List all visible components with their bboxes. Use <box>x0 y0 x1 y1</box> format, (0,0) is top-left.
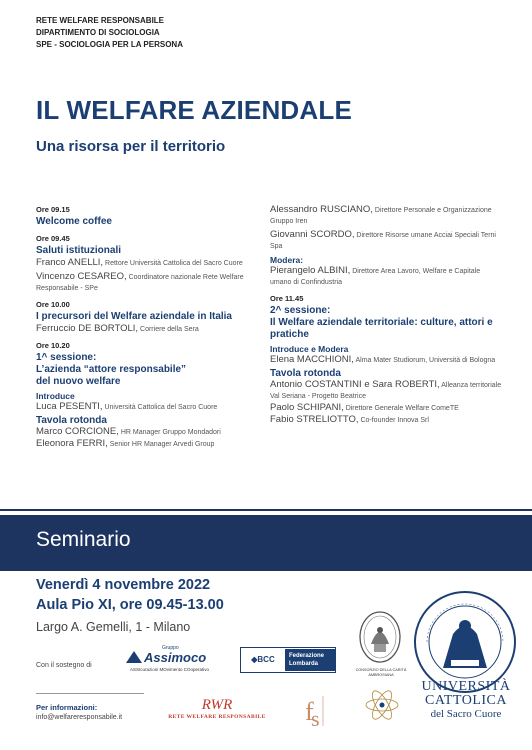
sponsor-label: Con il sostegno di <box>36 662 92 669</box>
event-place-time: Aula Pio XI, ore 09.45-13.00 <box>36 597 224 613</box>
session-1-title-b: del nuovo welfare <box>36 376 121 387</box>
speaker-corcione: Marco CORCIONE, HR Manager Gruppo Mondadori <box>36 426 221 437</box>
speaker-de-bortoli: Ferruccio DE BORTOLI, Corriere della Sera <box>36 323 199 334</box>
program-right-column <box>270 205 502 426</box>
speaker-pesenti: Luca PESENTI, Università Cattolica del Sacro Cuore <box>36 401 218 412</box>
info-email[interactable]: info@welfareresponsabile.it <box>36 714 123 721</box>
fs-logo-icon <box>303 690 343 730</box>
speaker-albini: Pierangelo ALBINI, Direttore Area Lavoro, Welfare e Capitale umano di Confindustria <box>270 265 481 286</box>
svg-text:f: f <box>305 697 314 726</box>
assimoco-group: Gruppo <box>162 645 179 651</box>
organizer-line-department: DIPARTIMENTO DI SOCIOLOGIA <box>36 28 160 37</box>
introduce-label: Introduce <box>36 391 75 401</box>
session-1-label: 1^ sessione: <box>36 352 97 363</box>
event-subtitle: Una risorsa per il territorio <box>36 138 226 155</box>
department-sociology-logo <box>303 690 343 730</box>
time-1000: Ore 10.00 <box>36 300 70 309</box>
event-title: IL WELFARE AZIENDALE <box>36 95 352 125</box>
time-0915: Ore 09.15 <box>36 205 70 214</box>
caritas-seal-icon <box>357 610 403 668</box>
speaker-scordo: Giovanni SCORDO, Direttore Risorse umane Acciai Speciali Terni Spa <box>270 229 496 250</box>
organizer-line-rwr: RETE WELFARE RESPONSABILE <box>36 16 165 25</box>
rwr-mark: RWR <box>201 697 233 713</box>
speaker-schipani: Paolo SCHIPANI, Direttore Generale Welfare ComeTE <box>270 402 459 413</box>
program-left-column <box>36 205 264 450</box>
speaker-rusciano: Alessandro RUSCIANO, Direttore Personale e Organizzazione Gruppo Iren <box>270 204 492 225</box>
caritas-seal-logo <box>355 610 407 680</box>
atom-logo-icon <box>362 690 402 720</box>
svg-text:s: s <box>311 706 320 730</box>
rwr-name: RETE WELFARE RESPONSABILE <box>168 714 266 720</box>
assimoco-mark-icon <box>126 651 142 663</box>
assimoco-tagline: ASSIcurazioni MOvimento COoperativo <box>130 667 210 672</box>
introduce-moderate-label: Introduce e Modera <box>270 344 349 354</box>
assimoco-logo <box>120 645 220 674</box>
rwr-logo <box>162 697 272 720</box>
info-header: Per informazioni: <box>36 703 98 712</box>
session-welcome-coffee: Welcome coffee <box>36 216 112 227</box>
session-2-title: Il Welfare aziendale territoriale: culture, attori e pratiche <box>270 317 493 340</box>
speaker-cesareo: Vincenzo CESAREO, Coordinatore nazionale Rete Welfare Responsabile - SPe <box>36 271 244 292</box>
bcc-federazione-logo <box>240 647 336 673</box>
session-1-title-a: L’azienda “attore responsabile” <box>36 364 187 375</box>
ucsc-line-cattolica: CATTOLICA <box>424 693 508 708</box>
speaker-macchioni: Elena MACCHIONI, Alma Mater Studiorum, Università di Bologna <box>270 354 496 365</box>
time-1020: Ore 10.20 <box>36 341 70 350</box>
department-logo <box>362 690 402 732</box>
speaker-anelli: Franco ANELLI, Rettore Università Cattolica del Sacro Cuore <box>36 257 243 268</box>
caritas-caption: CONSORZIO DELLA CARITÀ AMBROSIANA <box>355 668 407 677</box>
bcc-federazione-box <box>285 649 335 671</box>
round-table-label-2: Tavola rotonda <box>270 368 341 379</box>
time-1145: Ore 11.45 <box>270 294 304 303</box>
ucsc-wordmark <box>412 680 520 720</box>
time-0945: Ore 09.45 <box>36 234 70 243</box>
round-table-label-1: Tavola rotonda <box>36 415 107 426</box>
speaker-ferri: Eleonora FERRI, Senior HR Manager Arvedi Group <box>36 438 215 449</box>
assimoco-name: Assimoco <box>144 650 207 665</box>
event-address: Largo A. Gemelli, 1 - Milano <box>36 620 191 634</box>
session-precursors: I precursori del Welfare aziendale in Italia <box>36 311 232 322</box>
bcc-line-federazione: Federazione <box>289 653 325 659</box>
session-greetings: Saluti istituzionali <box>36 245 122 256</box>
event-date: Venerdì 4 novembre 2022 <box>36 577 211 593</box>
session-2-label: 2^ sessione: <box>270 305 331 316</box>
organizer-block <box>36 15 183 51</box>
bcc-line-lombarda: Lombarda <box>289 661 319 667</box>
bcc-logo-mark: ◆BCC <box>251 655 275 664</box>
info-divider <box>36 693 144 694</box>
speaker-costantini-roberti: Antonio COSTANTINI e Sara ROBERTI, Alleanza territoriale Val Seriana - Progetto Beatrice <box>270 379 502 400</box>
organizer-line-spe: SPE - SOCIOLOGIA PER LA PERSONA <box>36 40 183 49</box>
moderator-label: Modera: <box>270 255 304 265</box>
seminar-label: Seminario <box>36 528 131 551</box>
ucsc-line-sacro-cuore: del Sacro Cuore <box>430 708 502 720</box>
ucsc-line-universita: UNIVERSITÀ <box>421 679 511 694</box>
speaker-streliotto: Fabio STRELIOTTO, Co-founder Innova Srl <box>270 414 429 425</box>
band-divider <box>0 509 532 511</box>
